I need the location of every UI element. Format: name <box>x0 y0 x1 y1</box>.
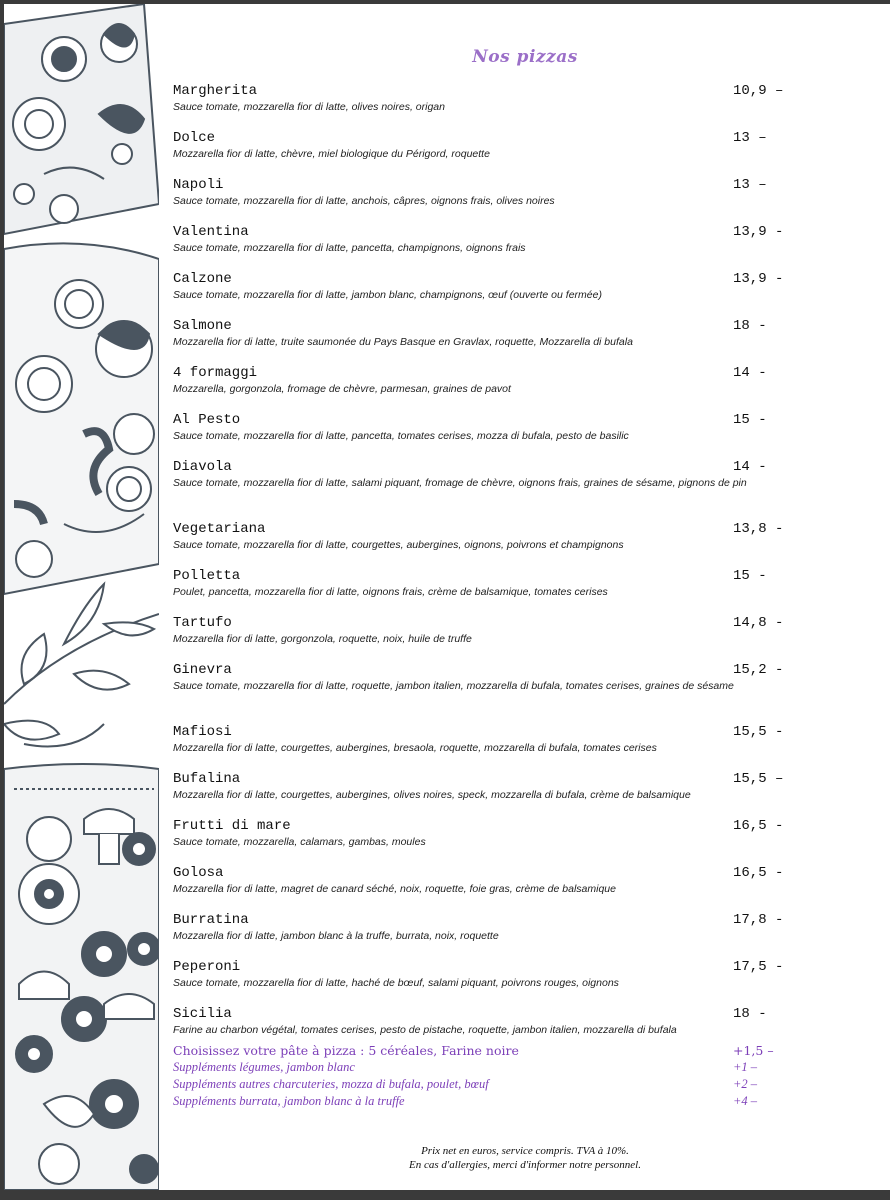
pizza-price: 10,9 – <box>733 83 784 99</box>
pizza-price: 13,9 - <box>733 271 784 287</box>
pizza-name: Salmone <box>173 318 232 334</box>
pizza-description: Mozzarella fior di latte, courgettes, aubergines, bresaola, roquette, mozzarella di bufala, tomates cerises <box>173 742 657 754</box>
supplement-row <box>173 1058 785 1075</box>
pizza-price: 14,8 - <box>733 615 784 631</box>
pizza-name: Mafiosi <box>173 724 232 740</box>
pizza-item <box>173 815 785 862</box>
pizza-item <box>173 862 785 909</box>
pizza-item-header <box>173 768 785 787</box>
pizza-description: Sauce tomate, mozzarella fior di latte, olives noires, origan <box>173 101 445 113</box>
pizza-name: Margherita <box>173 83 258 99</box>
pizza-description: Mozzarella, gorgonzola, fromage de chèvre, parmesan, graines de pavot <box>173 383 511 395</box>
pizza-item <box>173 127 785 174</box>
dough-choice-row <box>173 1041 785 1058</box>
pizza-description: Mozzarella fior di latte, magret de canard séché, noix, roquette, foie gras, crème de balsamique <box>173 883 616 895</box>
pizza-item <box>173 268 785 315</box>
supplement-text: Suppléments autres charcuteries, mozza di bufala, poulet, bœuf <box>173 1077 489 1091</box>
pizza-price: 15,5 – <box>733 771 784 787</box>
pizza-item-header <box>173 409 785 428</box>
dough-choice-price: +1,5 – <box>733 1043 774 1058</box>
pizza-item <box>173 956 785 1003</box>
pizza-price: 16,5 - <box>733 865 784 881</box>
pizza-name: Tartufo <box>173 615 232 631</box>
menu-title: Nos pizzas <box>472 47 578 67</box>
pizza-description: Farine au charbon végétal, tomates cerises, pesto de pistache, roquette, jambon italien, mozzarella di bufala <box>173 1024 677 1036</box>
pizza-price: 15,5 - <box>733 724 784 740</box>
pizza-item-header <box>173 956 785 975</box>
pizza-item <box>173 909 785 956</box>
pizza-item-header <box>173 815 785 834</box>
pizza-description: Mozzarella fior di latte, jambon blanc à la truffe, burrata, noix, roquette <box>173 930 499 942</box>
pizza-item-header <box>173 565 785 584</box>
pizza-item-header <box>173 174 785 193</box>
supplement-price: +1 – <box>733 1060 758 1074</box>
pizza-item-header <box>173 659 785 678</box>
pizza-description: Mozzarella fior di latte, chèvre, miel biologique du Périgord, roquette <box>173 148 490 160</box>
pizza-item <box>173 221 785 268</box>
pizza-name: Vegetariana <box>173 521 266 537</box>
footer-line-prices: Prix net en euros, service compris. TVA à 10%. <box>421 1145 629 1157</box>
pizza-description: Sauce tomate, mozzarella fior di latte, pancetta, champignons, oignons frais <box>173 242 526 254</box>
pizza-description: Sauce tomate, mozzarella fior di latte, jambon blanc, champignons, œuf (ouverte ou fermée) <box>173 289 602 301</box>
pizza-item <box>173 565 785 612</box>
pizza-price: 15 - <box>733 568 767 584</box>
pizza-item <box>173 612 785 659</box>
pizza-price: 13 – <box>733 130 767 146</box>
pizza-item-header <box>173 1003 785 1022</box>
pizza-item <box>173 456 785 518</box>
pizza-name: 4 formaggi <box>173 365 258 381</box>
pizza-description: Sauce tomate, mozzarella, calamars, gambas, moules <box>173 836 426 848</box>
pizza-price: 14 - <box>733 459 767 475</box>
supplements-section <box>173 1041 785 1109</box>
pizza-item <box>173 315 785 362</box>
pizza-item-header <box>173 221 785 240</box>
pizza-description: Sauce tomate, mozzarella fior di latte, salami piquant, fromage de chèvre, oignons frais, graines de sésame, pignons de pin <box>173 477 747 489</box>
pizza-name: Polletta <box>173 568 241 584</box>
pizza-item <box>173 768 785 815</box>
pizza-item <box>173 659 785 721</box>
supplement-price: +2 – <box>733 1077 758 1091</box>
pizza-name: Burratina <box>173 912 249 928</box>
pizza-description: Poulet, pancetta, mozzarella fior di latte, oignons frais, crème de balsamique, tomates cerises <box>173 586 608 598</box>
pizza-item-header <box>173 612 785 631</box>
pizza-item <box>173 518 785 565</box>
pizza-price: 17,5 - <box>733 959 784 975</box>
supplement-price: +4 – <box>733 1094 758 1108</box>
pizza-description: Mozzarella fior di latte, courgettes, aubergines, olives noires, speck, mozzarella di bufala, crème de balsamique <box>173 789 691 801</box>
pizza-name: Frutti di mare <box>173 818 291 834</box>
pizza-item-header <box>173 721 785 740</box>
supplement-text: Suppléments légumes, jambon blanc <box>173 1060 355 1074</box>
pizza-description: Sauce tomate, mozzarella fior di latte, pancetta, tomates cerises, mozza di bufala, pesto de basilic <box>173 430 629 442</box>
pizza-description: Sauce tomate, mozzarella fior di latte, haché de bœuf, salami piquant, poivrons rouges, oignons <box>173 977 619 989</box>
pizza-item-header <box>173 362 785 381</box>
page-border-bottom <box>0 1190 890 1200</box>
pizza-name: Al Pesto <box>173 412 241 428</box>
pizza-price: 15 - <box>733 412 767 428</box>
pizza-item <box>173 409 785 456</box>
pizza-name: Bufalina <box>173 771 241 787</box>
pizza-name: Calzone <box>173 271 232 287</box>
pizza-item <box>173 721 785 768</box>
pizza-price: 18 - <box>733 1006 767 1022</box>
pizza-item-header <box>173 127 785 146</box>
pizza-item <box>173 80 785 127</box>
pizza-item <box>173 362 785 409</box>
pizza-name: Valentina <box>173 224 249 240</box>
pizza-price: 13 – <box>733 177 767 193</box>
dough-choice-text: Choisissez votre pâte à pizza : 5 céréales, Farine noire <box>173 1043 519 1058</box>
pizza-item-header <box>173 456 785 475</box>
pizza-illustration <box>4 4 159 1190</box>
supplement-row <box>173 1075 785 1092</box>
pizza-name: Napoli <box>173 177 224 193</box>
pizza-item-header <box>173 80 785 99</box>
pizza-description: Mozzarella fior di latte, gorgonzola, roquette, noix, huile de truffe <box>173 633 472 645</box>
supplement-row <box>173 1092 785 1109</box>
pizza-description: Sauce tomate, mozzarella fior di latte, courgettes, aubergines, oignons, poivrons et champignons <box>173 539 624 551</box>
pizza-name: Dolce <box>173 130 216 146</box>
pizza-item-header <box>173 518 785 537</box>
pizza-price: 14 - <box>733 365 767 381</box>
pizza-item-header <box>173 268 785 287</box>
pizza-price: 13,8 - <box>733 521 784 537</box>
pizza-list <box>173 80 785 1050</box>
pizza-name: Ginevra <box>173 662 232 678</box>
pizza-name: Peperoni <box>173 959 241 975</box>
pizza-price: 16,5 - <box>733 818 784 834</box>
pizza-price: 17,8 - <box>733 912 784 928</box>
pizza-item-header <box>173 315 785 334</box>
pizza-description: Mozzarella fior di latte, truite saumonée du Pays Basque en Gravlax, roquette, Mozzarella di bufala <box>173 336 633 348</box>
supplement-text: Suppléments burrata, jambon blanc à la truffe <box>173 1094 405 1108</box>
pizza-item <box>173 174 785 221</box>
pizza-description: Sauce tomate, mozzarella fior di latte, roquette, jambon italien, mozzarella di bufala, tomates cerises, graines de sésame <box>173 680 734 692</box>
pizza-name: Sicilia <box>173 1006 232 1022</box>
pizza-price: 18 - <box>733 318 767 334</box>
footer-line-allergies: En cas d'allergies, merci d'informer notre personnel. <box>408 1159 641 1171</box>
pizza-name: Diavola <box>173 459 232 475</box>
pizza-item-header <box>173 909 785 928</box>
pizza-item-header <box>173 862 785 881</box>
pizza-description: Sauce tomate, mozzarella fior di latte, anchois, câpres, oignons frais, olives noires <box>173 195 555 207</box>
footer-note <box>160 1144 890 1172</box>
pizza-price: 13,9 - <box>733 224 784 240</box>
pizza-name: Golosa <box>173 865 224 881</box>
pizza-price: 15,2 - <box>733 662 784 678</box>
